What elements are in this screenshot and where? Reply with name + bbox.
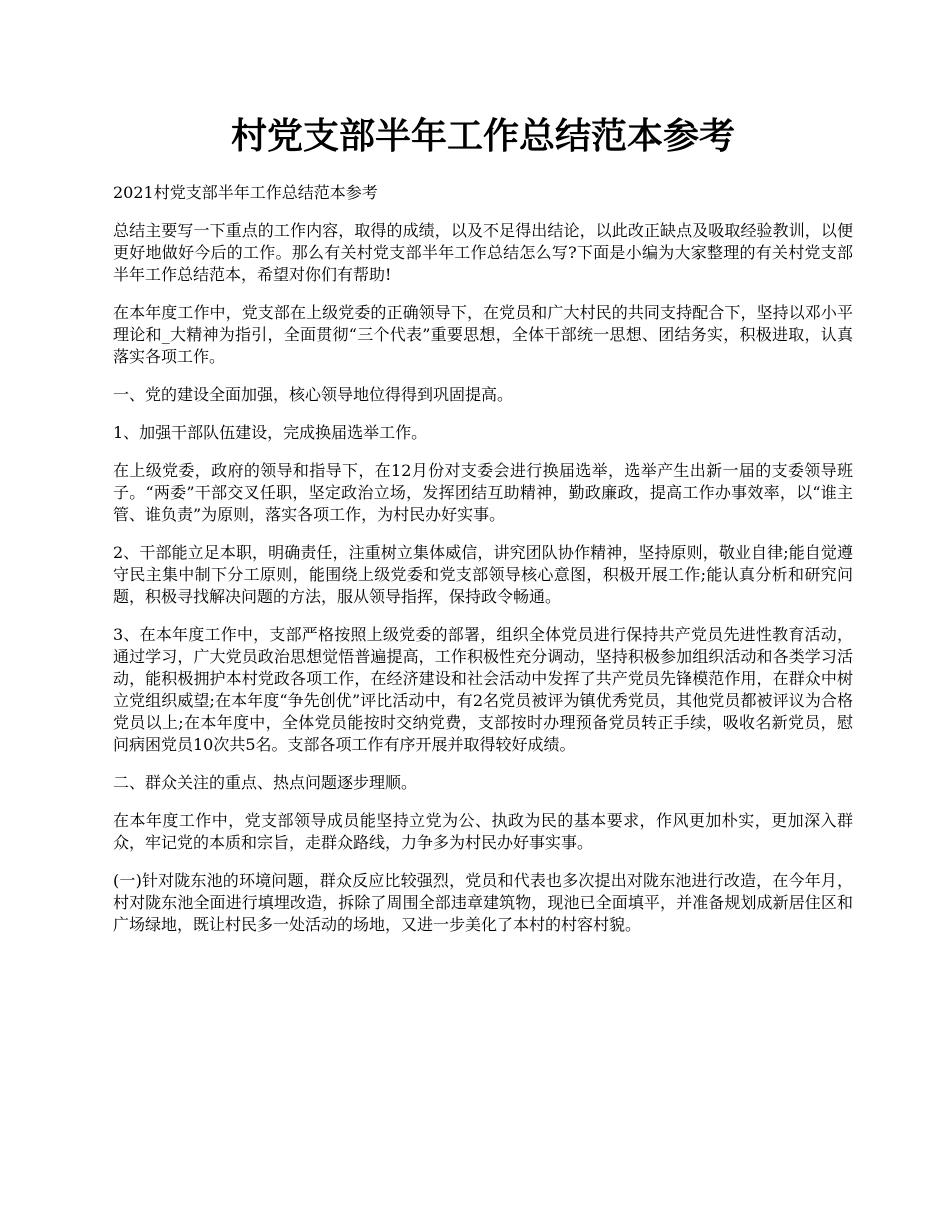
subheading-cadre-team: 1、加强干部队伍建设，完成换届选举工作。 — [113, 423, 428, 442]
document-subtitle: 2021村党支部半年工作总结范本参考 — [113, 183, 378, 202]
section-heading-party-building: 一、党的建设全面加强，核心领导地位得得到巩固提高。 — [113, 385, 514, 404]
paragraph-cadre-duty: 2、干部能立足本职，明确责任，注重树立集体威信，讲究团队协作精神，坚持原则，敬业自律;能自觉遵守民主集中制下分工原则，能围绕上级党委和党支部领导核心意图，积极开展工作;能认真分析和研究问题，积极寻找解决问题的方法，服从领导指挥，保持政令畅通。 — [113, 543, 853, 606]
paragraph-pond-renovation: (一)针对陇东池的环境问题，群众反应比较强烈，党员和代表也多次提出对陇东池进行改造，在今年月，村对陇东池全面进行填埋改造，拆除了周围全部违章建筑物，现池已全面填平，并准备规划成新居住区和广场绿地，既让村民多一处活动的场地，又进一步美化了本村的村容村貌。 — [113, 871, 853, 934]
paragraph-election: 在上级党委，政府的领导和指导下，在12月份对支委会进行换届选举，选举产生出新一届的支委领导班子。“两委”干部交叉任职，坚定政治立场，发挥团结互助精神，勤政廉政，提高工作办事效率，以“谁主管、谁负责”为原则，落实各项工作，为村民办好实事。 — [113, 461, 853, 524]
document-page — [113, 0, 853, 936]
paragraph-overview: 在本年度工作中，党支部在上级党委的正确领导下，在党员和广大村民的共同支持配合下，坚持以邓小平理论和_大精神为指引，全面贯彻“三个代表”重要思想，全体干部统一思想、团结务实，积极进取，认真落实各项工作。 — [113, 303, 853, 366]
section-heading-public-issues: 二、群众关注的重点、热点问题逐步理顺。 — [113, 773, 418, 792]
paragraph-party-members: 3、在本年度工作中，支部严格按照上级党委的部署，组织全体党员进行保持共产党员先进性教育活动，通过学习，广大党员政治思想觉悟普遍提高，工作积极性充分调动，坚持积极参加组织活动和各类学习活动，能积极拥护本村党政各项工作，在经济建设和社会活动中发挥了共产党员先锋模范作用，在群众中树立党组织威望;在本年度“争先创优”评比活动中，有2名党员被评为镇优秀党员，其他党员都被评议为合格党员以上;在本年度中，全体党员能按时交纳党费，支部按时办理预备党员转正手续，吸收名新党员，慰问病困党员10次共5名。支部各项工作有序开展并取得较好成绩。 — [113, 625, 853, 754]
paragraph-serve-people: 在本年度工作中，党支部领导成员能坚持立党为公、执政为民的基本要求，作风更加朴实，更加深入群众，牢记党的本质和宗旨，走群众路线，力争多为村民办好事实事。 — [113, 811, 853, 852]
document-title: 村党支部半年工作总结范本参考 — [230, 115, 735, 157]
paragraph-intro: 总结主要写一下重点的工作内容，取得的成绩，以及不足得出结论，以此改正缺点及吸取经验教训，以便更好地做好今后的工作。那么有关村党支部半年工作总结怎么写?下面是小编为大家整理的有关村党支部半年工作总结范本，希望对你们有帮助! — [113, 221, 853, 284]
